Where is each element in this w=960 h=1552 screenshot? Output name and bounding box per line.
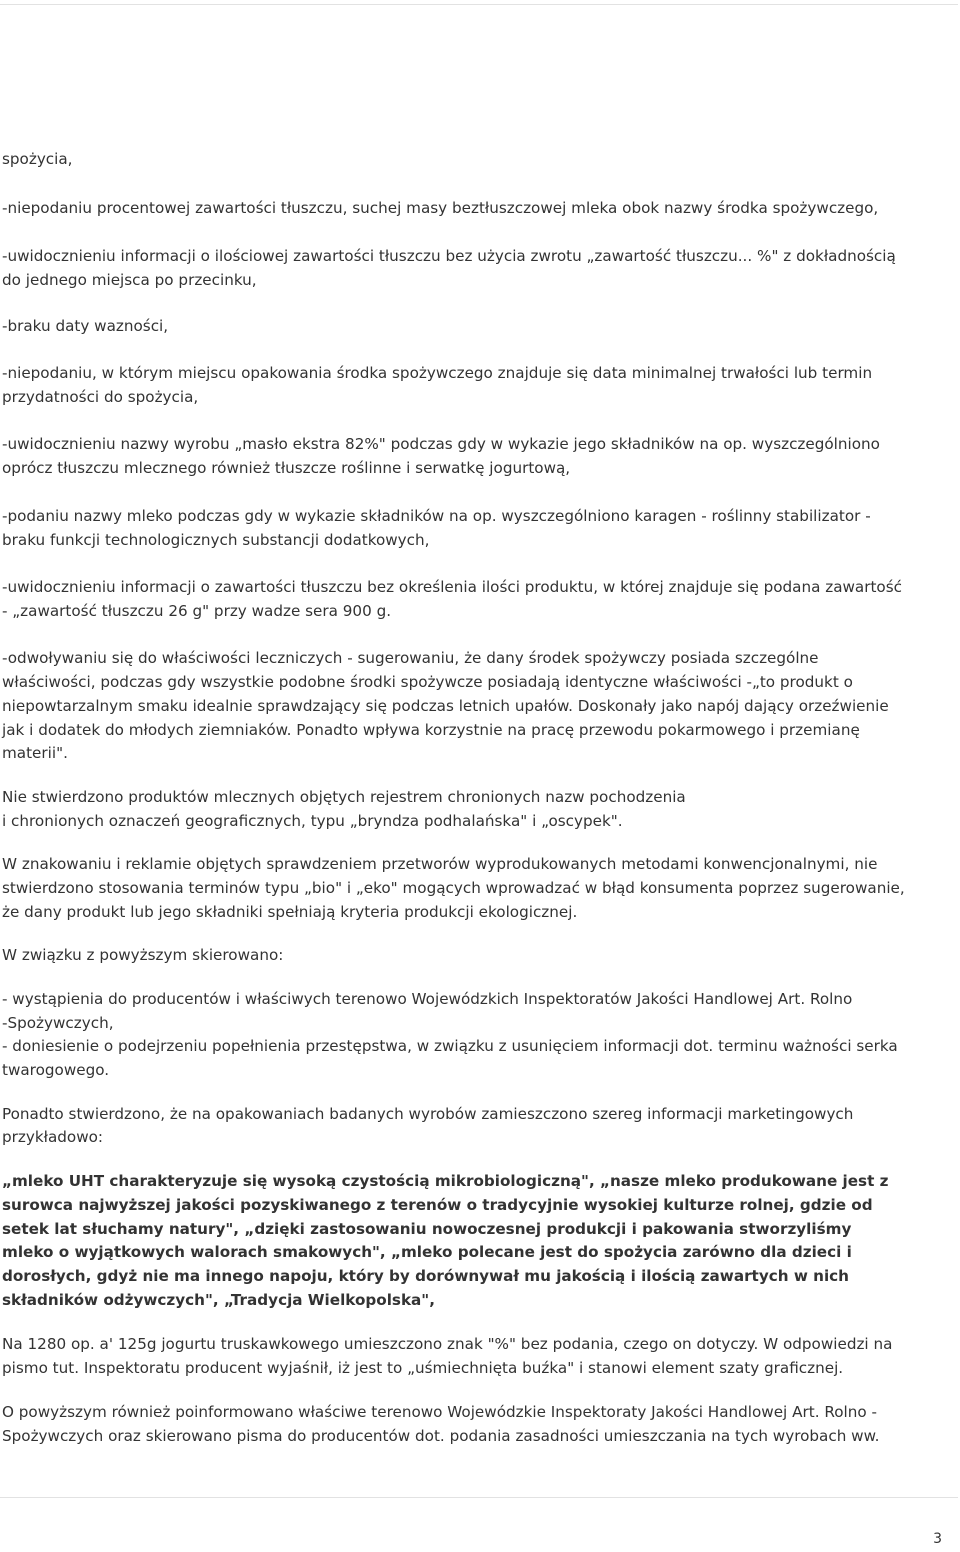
text-line: materii".: [2, 744, 68, 762]
top-divider: [0, 4, 958, 5]
text-line: przydatności do spożycia,: [2, 388, 199, 406]
text-line: że dany produkt lub jego składniki spełniają kryteria produkcji ekologicznej.: [2, 903, 578, 921]
text-line: oprócz tłuszczu mlecznego również tłuszcze roślinne i serwatkę jogurtową,: [2, 459, 571, 477]
text-line: -Spożywczych,: [2, 1014, 114, 1032]
text-line: -niepodaniu, w którym miejscu opakowania środka spożywczego znajduje się data minimalnej trwałości lub termin: [2, 364, 873, 382]
text-line: do jednego miejsca po przecinku,: [2, 271, 257, 289]
page-number: 3: [933, 1531, 942, 1547]
text-line: W związku z powyższym skierowano:: [2, 946, 284, 964]
text-line-bold: dorosłych, gdyż nie ma innego napoju, który by dorównywał mu jakością i ilością zawartych w nich: [2, 1267, 849, 1285]
text-line: -podaniu nazwy mleko podczas gdy w wykazie składników na op. wyszczególniono karagen - roślinny stabilizator -: [2, 507, 871, 525]
text-line: - wystąpienia do producentów i właściwych terenowo Wojewódzkich Inspektoratów Jakości Handlowej Art. Rolno: [2, 990, 853, 1008]
text-line: pismo tut. Inspektoratu producent wyjaśnił, iż jest to „uśmiechnięta buźka" i stanowi element szaty graficznej.: [2, 1359, 844, 1377]
text-line: -uwidocznieniu informacji o zawartości tłuszczu bez określenia ilości produktu, w której znajduje się podana zawartość: [2, 578, 902, 596]
bottom-divider: [0, 1497, 958, 1498]
text-line: -braku daty wazności,: [2, 317, 169, 335]
text-line: W znakowaniu i reklamie objętych sprawdzeniem przetworów wyprodukowanych metodami konwencjonalnymi, nie: [2, 855, 878, 873]
text-line: -odwoływaniu się do właściwości leczniczych - sugerowaniu, że dany środek spożywczy posiada szczególne: [2, 649, 819, 667]
text-line: Na 1280 op. a' 125g jogurtu truskawkowego umieszczono znak "%" bez podania, czego on dotyczy. W odpowiedzi na: [2, 1335, 893, 1353]
text-line: -niepodaniu procentowej zawartości tłuszczu, suchej masy beztłuszczowej mleka obok nazwy środka spożywczego,: [2, 199, 879, 217]
text-line: -uwidocznieniu nazwy wyrobu „masło ekstra 82%" podczas gdy w wykazie jego składników na op. wyszczególniono: [2, 435, 880, 453]
text-line: - doniesienie o podejrzeniu popełnienia przestępstwa, w związku z usunięciem informacji dot. terminu ważności serka: [2, 1037, 898, 1055]
text-line: jak i dodatek do młodych ziemniaków. Ponadto wpływa korzystnie na pracę przewodu pokarmowego i przemianę: [2, 721, 860, 739]
text-line: Ponadto stwierdzono, że na opakowaniach badanych wyrobów zamieszczono szereg informacji marketingowych: [2, 1105, 854, 1123]
text-line: spożycia,: [2, 150, 73, 168]
text-line-bold: surowca najwyższej jakości pozyskiwanego z terenów o tradycyjnie wysokiej kulturze rolnej, gdzie od: [2, 1196, 873, 1214]
text-line: przykładowo:: [2, 1128, 104, 1146]
text-line: twarogowego.: [2, 1061, 110, 1079]
text-line-bold: setek lat słuchamy natury", „dzięki zastosowaniu nowoczesnej produkcji i pakowania stworzyliśmy: [2, 1220, 852, 1238]
text-line-bold: „mleko UHT charakteryzuje się wysoką czystością mikrobiologiczną", „nasze mleko produkowane jest z: [2, 1172, 889, 1190]
text-line: i chronionych oznaczeń geograficznych, typu „bryndza podhalańska" i „oscypek".: [2, 812, 623, 830]
text-line: Nie stwierdzono produktów mlecznych objętych rejestrem chronionych nazw pochodzenia: [2, 788, 686, 806]
text-line: O powyższym również poinformowano właściwe terenowo Wojewódzkie Inspektoraty Jakości Handlowej Art. Rolno -: [2, 1403, 877, 1421]
text-line: - „zawartość tłuszczu 26 g" przy wadze sera 900 g.: [2, 602, 392, 620]
text-line: Spożywczych oraz skierowano pisma do producentów dot. podania zasadności umieszczania na tych wyrobach ww.: [2, 1427, 880, 1445]
text-line-bold: mleko o wyjątkowych walorach smakowych", „mleko polecane jest do spożycia zarówno dla dzieci i: [2, 1243, 852, 1261]
text-line: właściwości, podczas gdy wszystkie podobne środki spożywcze posiadają identyczne właściwości -„to produkt o: [2, 673, 853, 691]
text-line: -uwidocznieniu informacji o ilościowej zawartości tłuszczu bez użycia zwrotu „zawartość tłuszczu... %" z dokładnością: [2, 247, 896, 265]
text-line-bold: składników odżywczych", „Tradycja Wielkopolska",: [2, 1291, 435, 1309]
text-line: stwierdzono stosowania terminów typu „bio" i „eko" mogących wprowadzać w błąd konsumenta poprzez sugerowanie,: [2, 879, 905, 897]
text-line: niepowtarzalnym smaku idealnie sprawdzający się podczas letnich upałów. Doskonały jako napój dający orzeźwienie: [2, 697, 889, 715]
text-line: braku funkcji technologicznych substancji dodatkowych,: [2, 531, 430, 549]
